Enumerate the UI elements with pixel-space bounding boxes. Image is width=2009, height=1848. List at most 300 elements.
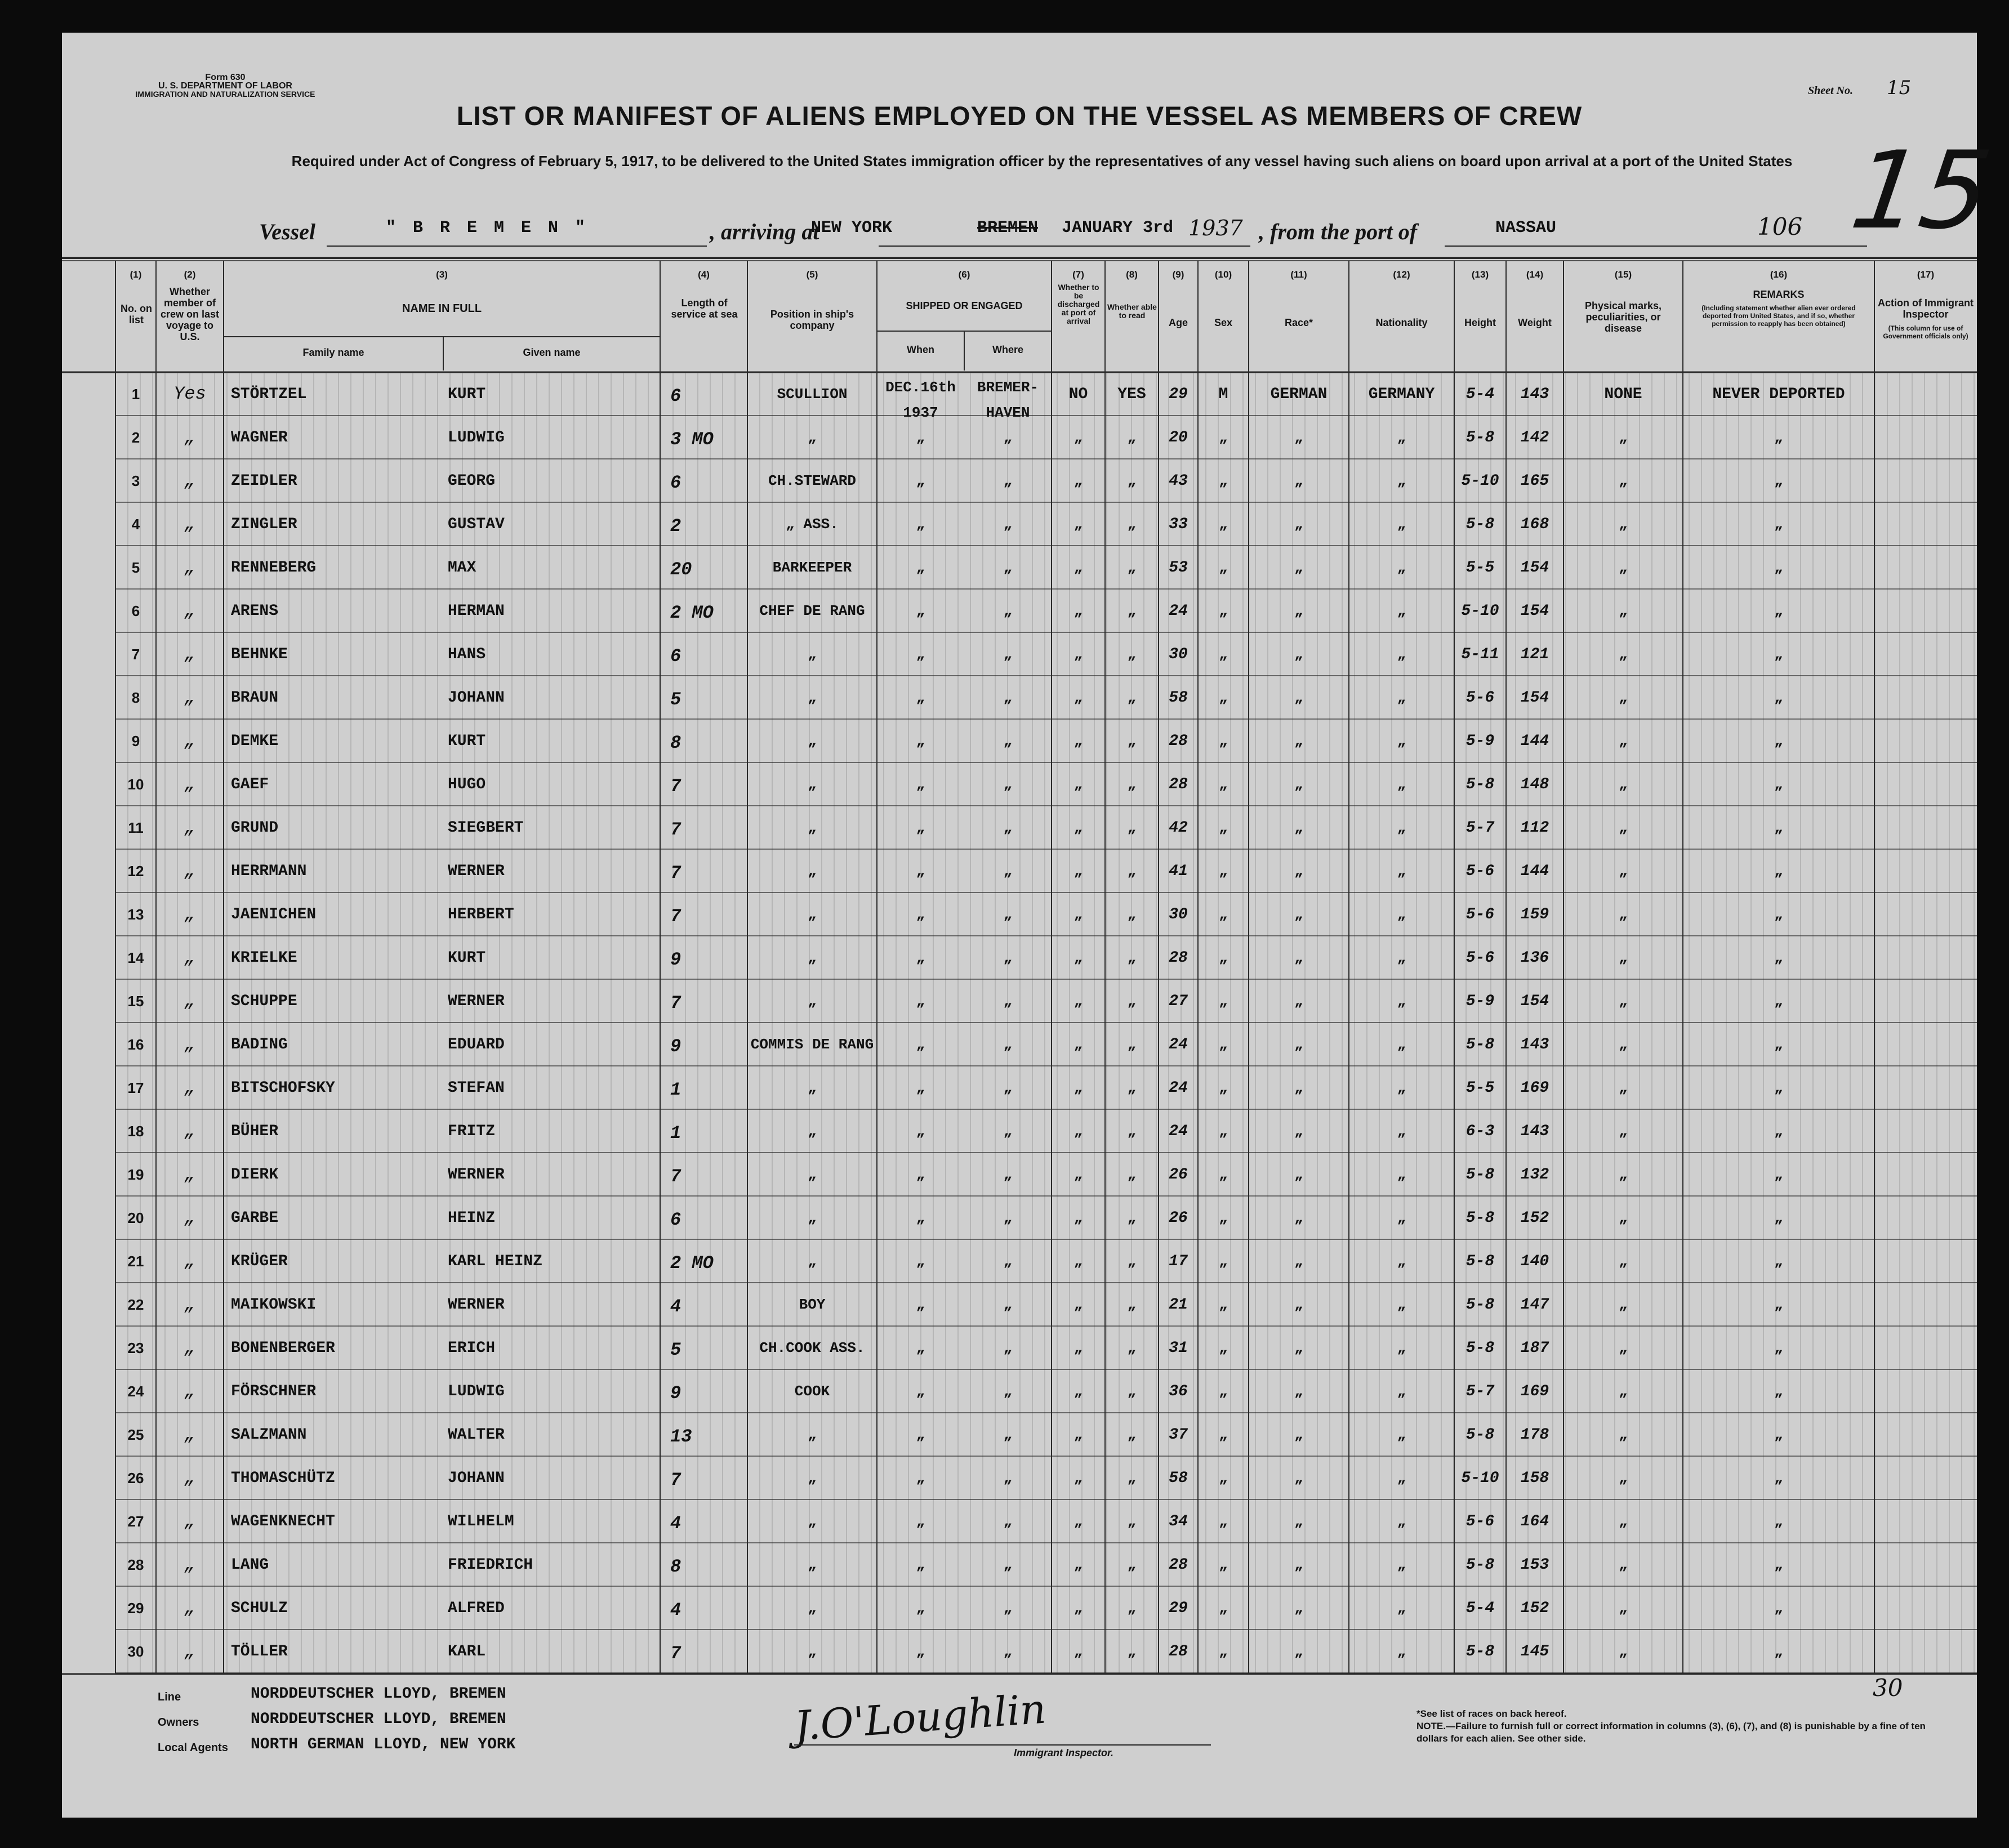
- given-name: GUSTAV: [448, 516, 505, 533]
- sex-ditto: „: [1219, 1426, 1228, 1443]
- line-value: NORDDEUTSCHER LLOYD, BREMEN: [251, 1685, 506, 1703]
- arriving-label: , arriving at: [710, 219, 819, 244]
- length-of-service: 2 MO: [670, 1253, 714, 1274]
- family-name: BADING: [231, 1036, 288, 1054]
- discharged-ditto: „: [1073, 1470, 1083, 1487]
- family-name: BEHNKE: [231, 646, 288, 663]
- weight: 142: [1520, 429, 1549, 447]
- given-name: JOHANN: [448, 1470, 505, 1487]
- member-last-voyage: Yes: [173, 383, 206, 404]
- given-name: HANS: [448, 646, 486, 663]
- able-to-read-ditto: „: [1127, 1253, 1137, 1270]
- col-header-inspector-action: Action of Immigrant Inspector: [1878, 297, 1974, 320]
- ship-position: „: [808, 1253, 817, 1270]
- remarks-ditto: „: [1774, 516, 1783, 533]
- form-identifier: [135, 73, 315, 99]
- row-number: 23: [127, 1340, 144, 1356]
- weight: 148: [1520, 776, 1549, 793]
- family-name: GAEF: [231, 776, 269, 793]
- ship-position: „: [808, 1470, 817, 1487]
- row-number: 10: [127, 776, 144, 793]
- sex-ditto: „: [1219, 733, 1228, 749]
- length-of-service: 3 MO: [670, 429, 714, 450]
- length-of-service: 1: [670, 1123, 681, 1144]
- nationality-ditto: „: [1397, 1296, 1406, 1313]
- row-number: 14: [127, 949, 144, 966]
- shipped-where-line2: HAVEN: [986, 404, 1030, 421]
- weight: 187: [1520, 1340, 1549, 1357]
- shipped-where-ditto: „: [1003, 472, 1013, 489]
- sex-ditto: „: [1219, 1079, 1228, 1096]
- height: 5-8: [1465, 1253, 1495, 1270]
- shipped-where-ditto: „: [1003, 646, 1013, 663]
- weight: 168: [1520, 516, 1549, 533]
- shipped-when-ditto: „: [916, 1383, 925, 1400]
- col-header-length-of-service: Length of service at sea: [671, 297, 738, 320]
- sex-ditto: „: [1219, 819, 1228, 836]
- race-ditto: „: [1294, 429, 1303, 446]
- ship-position: CH.STEWARD: [768, 472, 857, 489]
- discharged-ditto: „: [1073, 472, 1083, 489]
- row-number: 1: [131, 386, 140, 403]
- family-name: SCHULZ: [231, 1600, 288, 1617]
- shipped-when-ditto: „: [916, 1340, 925, 1356]
- shipped-where-ditto: „: [1003, 1079, 1013, 1096]
- race-ditto: „: [1294, 1383, 1303, 1400]
- family-name: KRIELKE: [231, 949, 297, 967]
- given-name: WERNER: [448, 1296, 505, 1314]
- height: 5-8: [1465, 1209, 1495, 1227]
- family-name: ARENS: [231, 602, 279, 620]
- weight: 178: [1520, 1426, 1549, 1444]
- remarks-ditto: „: [1774, 1340, 1783, 1356]
- member-last-voyage: „: [184, 730, 195, 751]
- ship-position: „: [808, 776, 817, 793]
- race-ditto: „: [1294, 733, 1303, 749]
- local-agents-value: NORTH GERMAN LLOYD, NEW YORK: [251, 1736, 516, 1753]
- height: 5-6: [1465, 689, 1495, 707]
- able-to-read-ditto: „: [1127, 1556, 1137, 1573]
- able-to-read-ditto: „: [1127, 1470, 1137, 1487]
- physical-marks-ditto: „: [1619, 906, 1628, 923]
- member-last-voyage: „: [184, 1207, 195, 1228]
- given-name: WILHELM: [448, 1513, 514, 1530]
- ship-position: „: [808, 1079, 817, 1096]
- column-number: (10): [1214, 269, 1232, 280]
- weight: 147: [1520, 1296, 1549, 1314]
- nationality-ditto: „: [1397, 646, 1406, 663]
- able-to-read-ditto: „: [1127, 1513, 1137, 1530]
- col-header-shipped-engaged: SHIPPED OR ENGAGED: [906, 300, 1023, 311]
- shipped-when-ditto: „: [916, 1296, 925, 1313]
- member-last-voyage: „: [184, 427, 195, 448]
- given-name: SIEGBERT: [448, 819, 524, 837]
- shipped-when-ditto: „: [916, 993, 925, 1010]
- sex-ditto: „: [1219, 1036, 1228, 1053]
- family-name: DIERK: [231, 1166, 279, 1184]
- shipped-where-ditto: „: [1003, 819, 1013, 836]
- length-of-service: 2 MO: [670, 602, 714, 623]
- nationality-ditto: „: [1397, 1513, 1406, 1530]
- sex-ditto: „: [1219, 1470, 1228, 1487]
- race-ditto: „: [1294, 646, 1303, 663]
- age: 28: [1169, 733, 1188, 750]
- physical-marks-ditto: „: [1619, 689, 1628, 706]
- sex-ditto: „: [1219, 1209, 1228, 1226]
- family-name: FÖRSCHNER: [231, 1383, 317, 1400]
- given-name: KARL HEINZ: [448, 1253, 543, 1270]
- length-of-service: 7: [670, 993, 681, 1014]
- nationality-ditto: „: [1397, 1383, 1406, 1400]
- discharged-ditto: „: [1073, 733, 1083, 749]
- sex-ditto: „: [1219, 949, 1228, 966]
- shipped-when-ditto: „: [916, 1036, 925, 1053]
- sheet-big-number: 15: [1844, 128, 1998, 253]
- nationality-ditto: „: [1397, 1253, 1406, 1270]
- length-of-service: 7: [670, 863, 681, 883]
- race-ditto: „: [1294, 1036, 1303, 1053]
- physical-marks: NONE: [1604, 386, 1642, 403]
- age: 37: [1169, 1426, 1188, 1444]
- row-number: 24: [127, 1383, 144, 1400]
- shipped-when-ditto: „: [916, 1123, 925, 1140]
- discharged-ditto: „: [1073, 1296, 1083, 1313]
- member-last-voyage: „: [184, 904, 195, 925]
- weight: 152: [1520, 1209, 1549, 1227]
- family-name: JAENICHEN: [231, 906, 317, 923]
- vessel-name: " B R E M E N ": [386, 218, 589, 238]
- weight: 143: [1520, 1036, 1549, 1054]
- shipped-when-ditto: „: [916, 559, 925, 576]
- nationality-ditto: „: [1397, 1036, 1406, 1053]
- race: GERMAN: [1270, 386, 1328, 403]
- reference-number: 106: [1757, 213, 1803, 240]
- physical-marks-ditto: „: [1619, 1166, 1628, 1183]
- sex: M: [1218, 386, 1228, 403]
- able-to-read-ditto: „: [1127, 819, 1137, 836]
- row-number: 3: [131, 472, 140, 489]
- shipped-where-ditto: „: [1003, 602, 1013, 619]
- sex-ditto: „: [1219, 1600, 1228, 1617]
- row-number: 12: [127, 863, 144, 880]
- discharged-ditto: „: [1073, 863, 1083, 880]
- physical-marks-ditto: „: [1619, 1470, 1628, 1487]
- physical-marks-ditto: „: [1619, 602, 1628, 619]
- col-header-weight: Weight: [1518, 317, 1552, 328]
- physical-marks-ditto: „: [1619, 1340, 1628, 1356]
- nationality-ditto: „: [1397, 906, 1406, 923]
- physical-marks-ditto: „: [1619, 1556, 1628, 1573]
- height: 5-5: [1465, 559, 1495, 577]
- race-ditto: „: [1294, 776, 1303, 793]
- column-number: (16): [1770, 269, 1788, 280]
- age: 34: [1169, 1513, 1188, 1530]
- ship-position: „: [808, 1600, 817, 1617]
- shipped-where-line1: BREMER-: [977, 379, 1039, 396]
- page-title: LIST OR MANIFEST OF ALIENS EMPLOYED ON THE VESSEL AS MEMBERS OF CREW: [456, 101, 1583, 131]
- weight: 158: [1520, 1470, 1549, 1487]
- family-name: LANG: [231, 1556, 269, 1574]
- col-header-height: Height: [1464, 317, 1496, 328]
- height: 5-11: [1461, 646, 1499, 663]
- given-name: ERICH: [448, 1340, 496, 1357]
- length-of-service: 7: [670, 1470, 681, 1490]
- given-name: LUDWIG: [448, 1383, 505, 1400]
- ship-position: „: [808, 1426, 817, 1443]
- shipped-when-ditto: „: [916, 689, 925, 706]
- member-last-voyage: „: [184, 1641, 195, 1662]
- shipped-when-ditto: „: [916, 516, 925, 533]
- shipped-when-ditto: „: [916, 472, 925, 489]
- col-header-name-in-full: NAME IN FULL: [402, 302, 482, 315]
- able-to-read-ditto: „: [1127, 1643, 1137, 1660]
- row-number: 18: [127, 1123, 144, 1140]
- physical-marks-ditto: „: [1619, 1383, 1628, 1400]
- discharged: NO: [1068, 386, 1088, 403]
- family-name: WAGNER: [231, 429, 288, 447]
- family-name: SCHUPPE: [231, 993, 297, 1010]
- sex-ditto: „: [1219, 1253, 1228, 1270]
- race-ditto: „: [1294, 819, 1303, 836]
- shipped-when-ditto: „: [916, 733, 925, 749]
- discharged-ditto: „: [1073, 1513, 1083, 1530]
- member-last-voyage: „: [184, 1251, 195, 1271]
- shipped-when-ditto: „: [916, 1253, 925, 1270]
- given-name: STEFAN: [448, 1079, 505, 1097]
- length-of-service: 4: [670, 1296, 681, 1317]
- member-last-voyage: „: [184, 1381, 195, 1401]
- col-header-remarks: REMARKS: [1753, 289, 1805, 300]
- column-number: (2): [184, 269, 196, 280]
- row-number: 15: [127, 993, 144, 1010]
- weight: 165: [1520, 472, 1549, 490]
- sex-ditto: „: [1219, 906, 1228, 923]
- arrival-date: JANUARY 3rd: [1062, 218, 1174, 238]
- shipped-where-ditto: „: [1003, 1166, 1013, 1183]
- line-label: Line: [158, 1691, 181, 1703]
- given-name: ALFRED: [448, 1600, 505, 1617]
- ship-position: BOY: [799, 1296, 826, 1313]
- ship-position: „: [808, 819, 817, 836]
- weight: 132: [1520, 1166, 1549, 1184]
- column-number: (6): [958, 269, 970, 280]
- given-name: FRITZ: [448, 1123, 496, 1140]
- sex-ditto: „: [1219, 1513, 1228, 1530]
- ship-position: „: [808, 993, 817, 1010]
- nationality-ditto: „: [1397, 516, 1406, 533]
- remarks-ditto: „: [1774, 906, 1783, 923]
- length-of-service: 7: [670, 776, 681, 797]
- member-last-voyage: „: [184, 990, 195, 1011]
- nationality: GERMANY: [1368, 386, 1435, 403]
- race-ditto: „: [1294, 559, 1303, 576]
- row-number: 7: [131, 646, 140, 663]
- physical-marks-ditto: „: [1619, 1296, 1628, 1313]
- able-to-read-ditto: „: [1127, 993, 1137, 1010]
- length-of-service: 8: [670, 1556, 681, 1577]
- race-ditto: „: [1294, 1643, 1303, 1660]
- remarks-ditto: „: [1774, 1643, 1783, 1660]
- family-name: RENNEBERG: [231, 559, 317, 577]
- column-number: (17): [1917, 269, 1935, 280]
- height: 5-10: [1461, 602, 1499, 620]
- shipped-when-ditto: „: [916, 863, 925, 880]
- nationality-ditto: „: [1397, 689, 1406, 706]
- weight: 152: [1520, 1600, 1549, 1617]
- row-number: 17: [127, 1079, 144, 1096]
- inspector-label: Immigrant Inspector.: [1014, 1747, 1114, 1758]
- nationality-ditto: „: [1397, 1166, 1406, 1183]
- height: 5-6: [1465, 906, 1495, 923]
- length-of-service: 6: [670, 1209, 681, 1230]
- discharged-ditto: „: [1073, 1340, 1083, 1356]
- department-name: U. S. DEPARTMENT OF LABOR: [158, 81, 292, 91]
- col-header-shipped-when: When: [907, 344, 934, 355]
- shipped-where-ditto: „: [1003, 516, 1013, 533]
- race-ditto: „: [1294, 993, 1303, 1010]
- member-last-voyage: „: [184, 644, 195, 664]
- physical-marks-ditto: „: [1619, 1209, 1628, 1226]
- age: 28: [1169, 949, 1188, 967]
- col-header-age: Age: [1168, 317, 1188, 328]
- col-header-remarks-note: (Including statement whether alien ever ordered deported from United States, and if so, whether permission to reapply has been obtained): [1701, 304, 1856, 328]
- nationality-ditto: „: [1397, 1340, 1406, 1356]
- discharged-ditto: „: [1073, 949, 1083, 966]
- age: 29: [1169, 386, 1188, 403]
- vessel-label: Vessel: [259, 219, 315, 244]
- remarks-ditto: „: [1774, 1600, 1783, 1617]
- row-number: 4: [131, 516, 140, 533]
- vessel-underline: [327, 245, 707, 247]
- member-last-voyage: „: [184, 687, 195, 708]
- age: 21: [1169, 1296, 1188, 1314]
- from-port-underline: [1445, 245, 1867, 247]
- weight: 121: [1520, 646, 1549, 663]
- able-to-read-ditto: „: [1127, 516, 1137, 533]
- weight: 140: [1520, 1253, 1549, 1270]
- family-name: DEMKE: [231, 733, 279, 750]
- family-name: BÜHER: [231, 1123, 279, 1140]
- able-to-read-ditto: „: [1127, 1166, 1137, 1183]
- physical-marks-ditto: „: [1619, 559, 1628, 576]
- age: 20: [1169, 429, 1188, 447]
- shipped-when-ditto: „: [916, 1079, 925, 1096]
- column-number: (3): [436, 269, 448, 280]
- discharged-ditto: „: [1073, 1209, 1083, 1226]
- shipped-where-ditto: „: [1003, 733, 1013, 749]
- owners-value: NORDDEUTSCHER LLOYD, BREMEN: [251, 1711, 506, 1728]
- remarks-ditto: „: [1774, 1426, 1783, 1443]
- discharged-ditto: „: [1073, 1383, 1083, 1400]
- remarks-ditto: „: [1774, 1296, 1783, 1313]
- given-name: HERMAN: [448, 602, 505, 620]
- length-of-service: 7: [670, 906, 681, 927]
- weight: 164: [1520, 1513, 1549, 1530]
- height: 5-8: [1465, 1643, 1495, 1660]
- family-name: WAGENKNECHT: [231, 1513, 335, 1530]
- physical-marks-ditto: „: [1619, 1036, 1628, 1053]
- height: 5-5: [1465, 1079, 1495, 1097]
- shipped-when-ditto: „: [916, 646, 925, 663]
- given-name: KARL: [448, 1643, 486, 1660]
- shipped-where-ditto: „: [1003, 429, 1013, 446]
- age: 28: [1169, 1643, 1188, 1660]
- nationality-ditto: „: [1397, 776, 1406, 793]
- race-ditto: „: [1294, 1470, 1303, 1487]
- nationality-ditto: „: [1397, 1079, 1406, 1096]
- row-number: 8: [131, 689, 140, 706]
- age: 30: [1169, 646, 1188, 663]
- height: 5-8: [1465, 1166, 1495, 1184]
- race-ditto: „: [1294, 516, 1303, 533]
- remarks-ditto: „: [1774, 559, 1783, 576]
- column-number: (5): [806, 269, 818, 280]
- remarks-ditto: „: [1774, 1079, 1783, 1096]
- nationality-ditto: „: [1397, 602, 1406, 619]
- given-name: WERNER: [448, 993, 505, 1010]
- length-of-service: 5: [670, 689, 681, 710]
- column-number: (4): [698, 269, 710, 280]
- sex-ditto: „: [1219, 472, 1228, 489]
- row-number: 21: [127, 1253, 144, 1270]
- sex-ditto: „: [1219, 1556, 1228, 1573]
- row-number: 25: [127, 1426, 144, 1443]
- able-to-read-ditto: „: [1127, 602, 1137, 619]
- age: 26: [1169, 1209, 1188, 1227]
- weight: 143: [1520, 386, 1549, 403]
- shipped-where-ditto: „: [1003, 559, 1013, 576]
- shipped-when-ditto: „: [916, 906, 925, 923]
- able-to-read-ditto: „: [1127, 906, 1137, 923]
- race-ditto: „: [1294, 602, 1303, 619]
- sex-ditto: „: [1219, 1340, 1228, 1356]
- physical-marks-ditto: „: [1619, 1600, 1628, 1617]
- weight: 145: [1520, 1643, 1549, 1660]
- family-name: TÖLLER: [231, 1643, 288, 1660]
- shipped-where-ditto: „: [1003, 1513, 1013, 1530]
- from-port: NASSAU: [1495, 218, 1557, 238]
- weight: 144: [1520, 733, 1549, 750]
- able-to-read-ditto: „: [1127, 863, 1137, 880]
- struck-text: BREMEN: [977, 218, 1039, 238]
- race-ditto: „: [1294, 1556, 1303, 1573]
- remarks-ditto: „: [1774, 776, 1783, 793]
- age: 24: [1169, 1036, 1188, 1054]
- row-number: 2: [131, 429, 140, 446]
- length-of-service: 20: [670, 559, 692, 580]
- inspector-signature: J.O'Loughlin: [792, 1685, 1048, 1750]
- row-number: 26: [127, 1470, 144, 1487]
- age: 30: [1169, 906, 1188, 923]
- manifest-sheet: [62, 33, 1998, 1818]
- ship-position: SCULLION: [777, 386, 848, 403]
- ship-position: „: [808, 689, 817, 706]
- physical-marks-ditto: „: [1619, 516, 1628, 533]
- col-header-nationality: Nationality: [1375, 317, 1428, 328]
- member-last-voyage: „: [184, 860, 195, 881]
- remarks-ditto: „: [1774, 1253, 1783, 1270]
- weight: 154: [1520, 993, 1549, 1010]
- race-ditto: „: [1294, 472, 1303, 489]
- able-to-read-ditto: „: [1127, 733, 1137, 749]
- shipped-when-ditto: „: [916, 1426, 925, 1443]
- remarks-ditto: „: [1774, 1209, 1783, 1226]
- member-last-voyage: „: [184, 1467, 195, 1488]
- discharged-ditto: „: [1073, 906, 1083, 923]
- age: 24: [1169, 602, 1188, 620]
- col-header-discharged: Whether to be discharged at port of arrival: [1057, 283, 1100, 325]
- discharged-ditto: „: [1073, 1036, 1083, 1053]
